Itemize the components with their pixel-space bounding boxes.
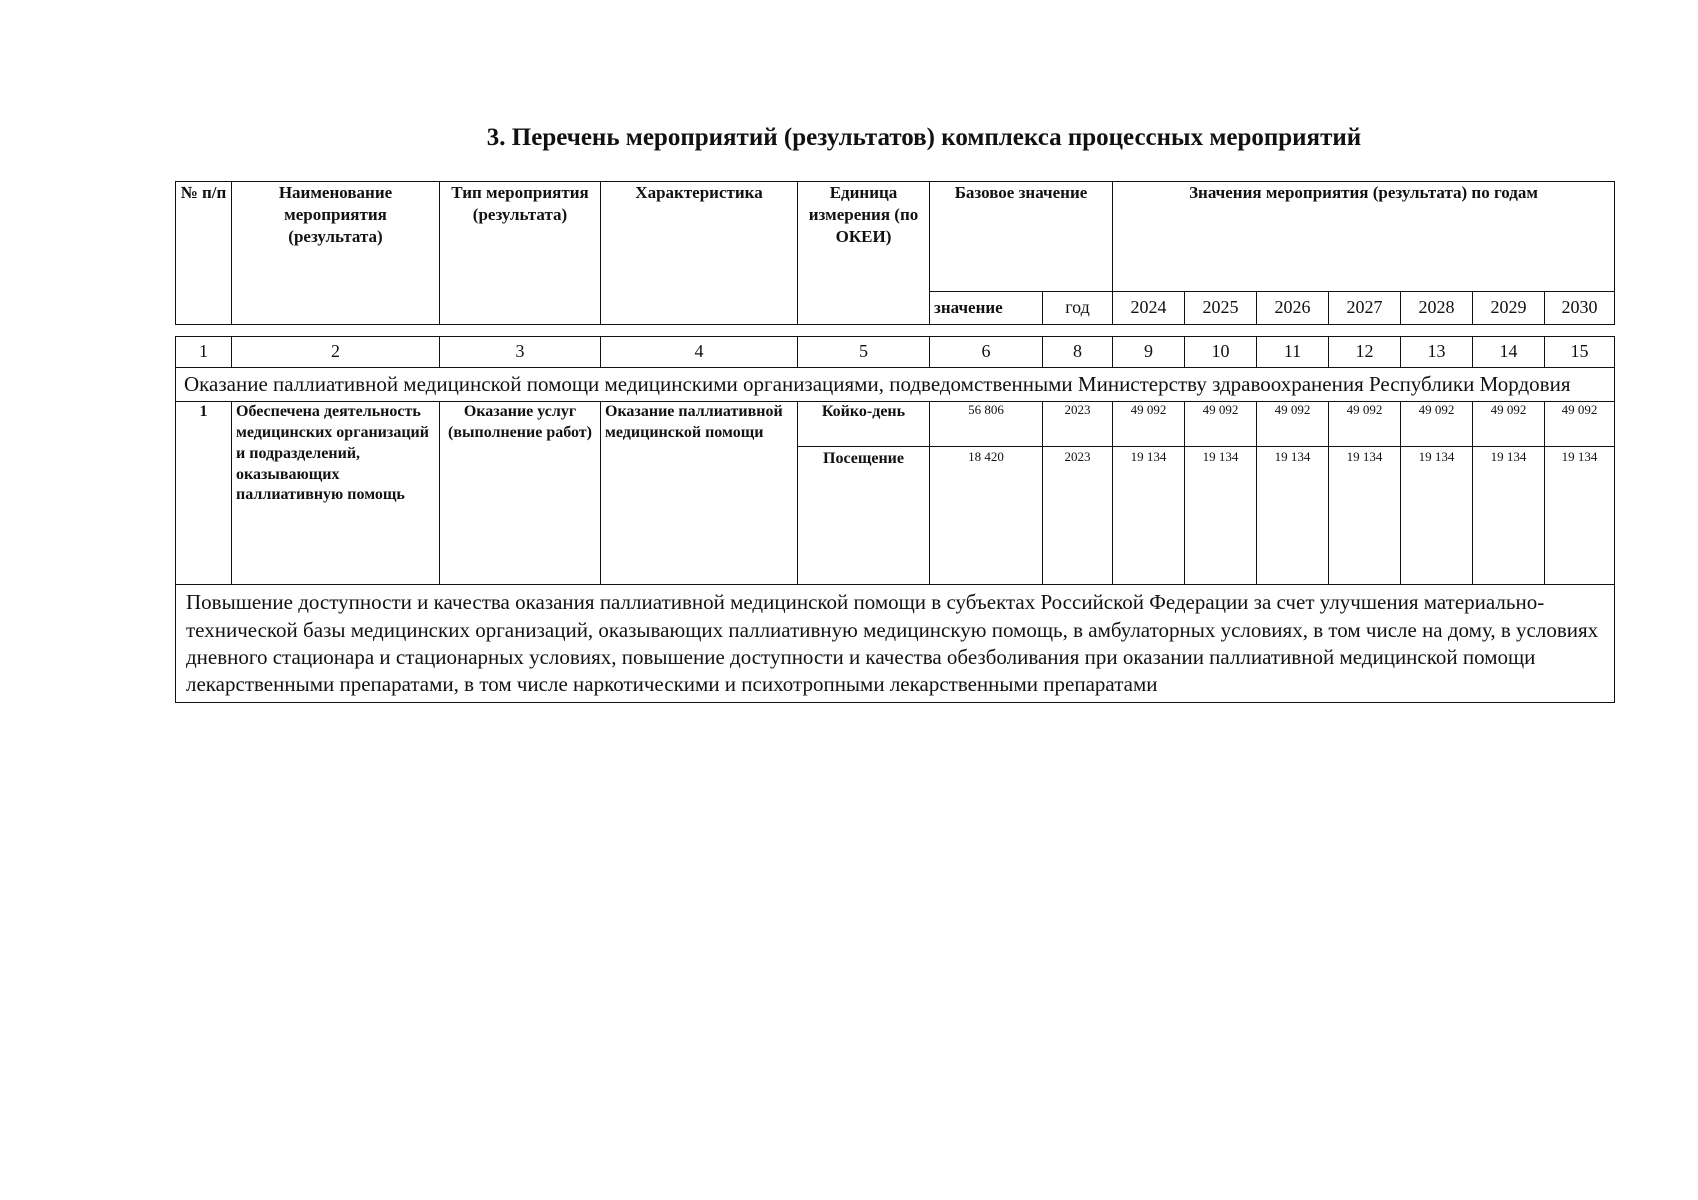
year-value: 19 134 <box>1274 449 1311 465</box>
col-base-value-header: Базовое значение <box>930 182 1113 292</box>
column-number: 5 <box>798 337 930 368</box>
year-value-cell <box>1257 402 1329 585</box>
year-value: 49 092 <box>1185 402 1256 447</box>
year-value: 49 092 <box>1113 402 1184 447</box>
section-row <box>176 368 1615 402</box>
year-header: 2024 <box>1113 292 1185 325</box>
column-number: 12 <box>1329 337 1401 368</box>
row-num: 1 <box>176 402 232 585</box>
year-value: 49 092 <box>1329 402 1400 447</box>
column-number: 1 <box>176 337 232 368</box>
year-header: 2025 <box>1185 292 1257 325</box>
column-numbers-row <box>176 337 1615 368</box>
column-number: 6 <box>930 337 1043 368</box>
column-number: 9 <box>1113 337 1185 368</box>
year-value-cell <box>1329 402 1401 585</box>
row-base-values <box>930 402 1043 585</box>
year-value: 49 092 <box>1401 402 1472 447</box>
unit-value: Койко-день <box>798 402 929 447</box>
year-value-cell <box>1401 402 1473 585</box>
col-num-header: № п/п <box>176 182 232 325</box>
base-value-subheader: значение <box>930 292 1043 325</box>
base-value: 56 806 <box>930 402 1042 447</box>
column-number: 13 <box>1401 337 1473 368</box>
col-values-by-year-header: Значения мероприятия (результата) по годам <box>1113 182 1615 292</box>
column-number: 3 <box>440 337 601 368</box>
column-number: 4 <box>601 337 798 368</box>
year-value: 19 134 <box>1202 449 1239 465</box>
year-header: 2028 <box>1401 292 1473 325</box>
base-year: 2023 <box>1064 449 1091 465</box>
year-value: 49 092 <box>1257 402 1328 447</box>
row-units <box>798 402 930 585</box>
description-text: Повышение доступности и качества оказания паллиативной медицинской помощи в субъектах Российской Федерации за счет улучшения материально-технической базы медицинских организаций, оказывающих паллиативную медицинскую помощь, в амбулаторных условиях, в том числе на дому, в условиях дневного стационара и стационарных условиях, повышение доступности и качества обезболивания при оказании паллиативной медицинской помощи лекарственными препаратами, в том числе наркотическими и психотропными лекарственными препаратами <box>176 585 1615 703</box>
year-value-cell <box>1545 402 1615 585</box>
base-year: 2023 <box>1043 402 1112 447</box>
page-title: 3. Перечень мероприятий (результатов) комплекса процессных мероприятий <box>486 124 1362 151</box>
year-value: 19 134 <box>1490 449 1527 465</box>
year-value: 19 134 <box>1346 449 1383 465</box>
year-header: 2027 <box>1329 292 1401 325</box>
year-value-cell <box>1113 402 1185 585</box>
column-number: 10 <box>1185 337 1257 368</box>
year-value-cell <box>1473 402 1545 585</box>
column-number: 15 <box>1545 337 1615 368</box>
year-value: 49 092 <box>1545 402 1614 447</box>
column-number: 8 <box>1043 337 1113 368</box>
column-number: 14 <box>1473 337 1545 368</box>
year-value: 49 092 <box>1473 402 1544 447</box>
column-number: 2 <box>232 337 440 368</box>
body-table <box>175 336 1615 703</box>
row-base-years <box>1043 402 1113 585</box>
unit-value: Посещение <box>823 450 904 468</box>
year-header: 2026 <box>1257 292 1329 325</box>
table-row <box>176 402 1615 585</box>
row-characteristic: Оказание паллиативной медицинской помощи <box>601 402 798 585</box>
description-row <box>176 585 1615 703</box>
section-title: Оказание паллиативной медицинской помощи медицинскими организациями, подведомственными Министерству здравоохранения Республики Мордовия <box>176 368 1615 402</box>
year-value: 19 134 <box>1418 449 1455 465</box>
column-number: 11 <box>1257 337 1329 368</box>
col-type-header: Тип мероприятия (результата) <box>440 182 601 325</box>
year-value-cell <box>1185 402 1257 585</box>
col-characteristic-header: Характеристика <box>601 182 798 325</box>
year-value: 19 134 <box>1561 449 1598 465</box>
col-name-header: Наименование мероприятия (результата) <box>232 182 440 325</box>
row-name: Обеспечена деятельность медицинских организаций и подразделений, оказывающих паллиативную помощь <box>232 402 440 585</box>
col-unit-header: Единица измерения (по ОКЕИ) <box>798 182 930 325</box>
row-type: Оказание услуг (выполнение работ) <box>440 402 601 585</box>
year-header: 2030 <box>1545 292 1615 325</box>
year-header: 2029 <box>1473 292 1545 325</box>
year-value: 19 134 <box>1130 449 1167 465</box>
header-table <box>175 181 1615 325</box>
base-year-subheader: год <box>1043 292 1113 325</box>
base-value: 18 420 <box>968 449 1004 465</box>
